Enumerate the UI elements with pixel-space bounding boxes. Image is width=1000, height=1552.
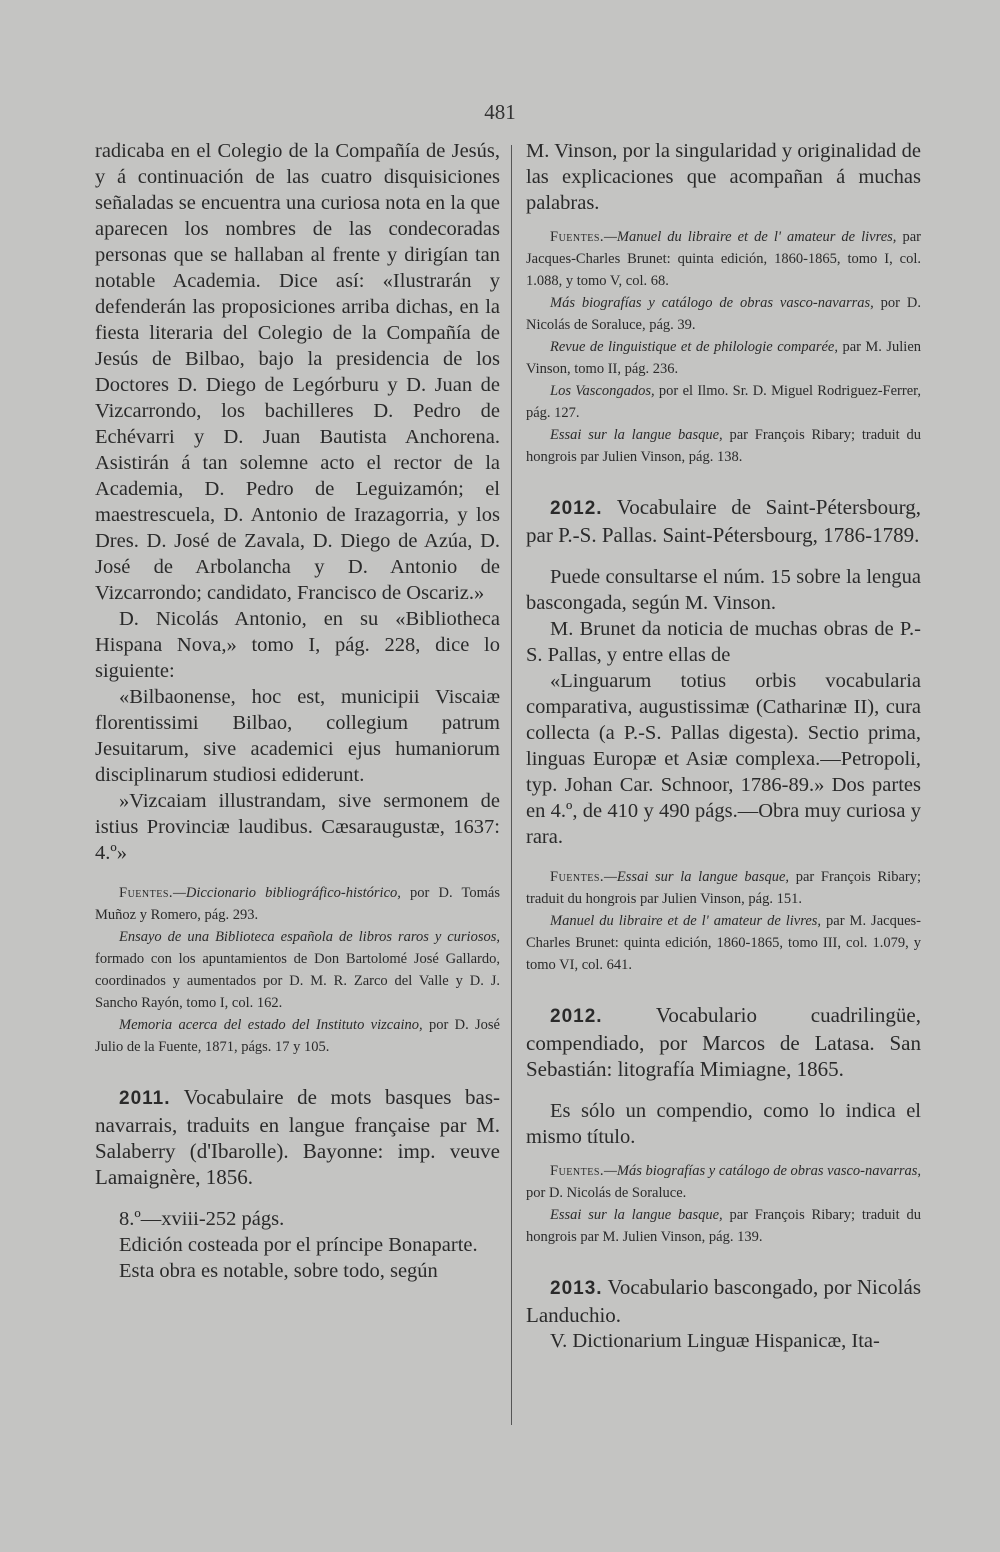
right-paragraph-4: «Linguarum totius orbis vocabularia comparativa, augustissimæ (Catharinæ II), cura collecta (a P.-S. Pallas digesta). Sectio prima, linguas Europæ et Asiæ complexa.—Petropoli, typ. Johan Car. Schnoor, 1786-89.» Dos partes en 4.º, de 410 y 490 págs.—Obra muy curiosa y rara.: [526, 670, 921, 848]
right-paragraph-5: Es sólo un compendio, como lo indica el mismo título.: [526, 1100, 921, 1148]
right-column: [526, 138, 921, 1354]
left-paragraph-6: Edición costeada por el príncipe Bonaparte.: [119, 1234, 478, 1256]
source-details: por D. Nicolás de Soraluce.: [526, 1185, 687, 1201]
source-title: Essai sur la langue basque,: [550, 1207, 723, 1223]
right-source-8: [526, 1160, 921, 1204]
right-source-5: [526, 424, 921, 468]
left-paragraph-7: Esta obra es notable, sobre todo, según: [119, 1260, 438, 1282]
source-title: —Essai sur la langue basque,: [604, 869, 790, 885]
source-details: por D. Nicolás de Soraluce, pág. 39.: [526, 295, 921, 333]
column-divider: [511, 145, 512, 1425]
source-details: por el Ilmo. Sr. D. Miguel Rodriguez-Ferrer, pág. 127.: [526, 383, 921, 421]
left-paragraph-1: radicaba en el Colegio de la Compañía de Jesús, y á continuación de las cuatro disquisiciones señaladas se encuentra una curiosa nota en la que aparecen los nombres de las condecoradas personas que se hallaban al frente y dirigían tan notable Academia. Dice así: «Ilustrarán y defenderán las proposiciones arriba dichas, en la fiesta literaria del Colegio de la Compañía de Jesús de Bilbao, bajo la presidencia de los Doctores D. Diego de Legórburu y D. Juan de Vizcarrondo, los bachilleres D. Pedro de Echévarri y D. Juan Bautista Anchorena. Asistirán á tan solemne acto el rector de la Academia, D. Pedro de Leguizamón; el maestrescuela, D. Antonio de Irazagorria, y los Dres. D. José de Zavala, D. Diego de Azúa, D. José de Arbolancha y D. Antonio de Vizcarrondo; candidato, Francisco de Oscariz.»: [95, 140, 500, 604]
source-title: Revue de linguistique et de philologie comparée,: [550, 339, 838, 355]
source-details: par M. Julien Vinson, tomo II, pág. 236.: [526, 339, 922, 377]
source-title: Memoria acerca del estado del Instituto vizcaino,: [119, 1017, 423, 1033]
right-paragraph-2: Puede consultarse el núm. 15 sobre la lengua bascongada, según M. Vinson.: [526, 566, 921, 614]
source-title: Ensayo de una Biblioteca española de libros raros y curiosos,: [119, 929, 500, 945]
source-details: par M. Jacques-Charles Brunet: quinta edición, 1860-1865, tomo III, col. 1.079, y tomo VI, col. 641.: [526, 913, 921, 973]
right-source-3: [526, 336, 921, 380]
source-title: —Diccionario bibliográfico-histórico,: [173, 885, 401, 901]
entry-title: Vocabulario bascongado, por Nicolás Landuchio.: [526, 1275, 921, 1327]
source-details: par François Ribary; traduit du hongrois par Julien Vinson, pág. 138.: [526, 427, 922, 465]
left-paragraph-3: «Bilbaonense, hoc est, municipii Viscaiæ florentissimi Bilbao, collegium patrum Jesuitarum, sive academici ejus humaniorum disciplinarum studiosi ediderunt.: [95, 686, 500, 786]
entry-number: 2013.: [550, 1278, 603, 1299]
source-title: Manuel du libraire et de l' amateur de livres,: [550, 913, 822, 929]
left-column: [95, 138, 500, 1284]
source-details: por D. José Julio de la Fuente, 1871, págs. 17 y 105.: [95, 1017, 500, 1055]
source-details: par François Ribary; traduit du hongrois par M. Julien Vinson, pág. 139.: [526, 1207, 922, 1245]
right-source-7: [526, 910, 921, 976]
entry-number: 2012.: [550, 1006, 603, 1027]
entry-2013-heading: [526, 1274, 921, 1328]
source-details: por D. Tomás Muñoz y Romero, pág. 293.: [95, 885, 500, 923]
source-title: Essai sur la langue basque,: [550, 427, 723, 443]
right-paragraph-6: V. Dictionarium Linguæ Hispanicæ, Ita-: [550, 1330, 880, 1352]
source-details: par Jacques-Charles Brunet: quinta edición, 1860-1865, tomo I, col. 1.088, y tomo V, col. 68.: [526, 229, 921, 289]
entry-number: 2011.: [119, 1088, 171, 1109]
page-number: 481: [484, 100, 516, 124]
entry-number: 2012.: [550, 498, 603, 519]
entry-2011-heading: [95, 1084, 500, 1190]
source-details: par François Ribary; traduit du hongrois par Julien Vinson, pág. 151.: [526, 869, 921, 907]
right-source-1: [526, 226, 921, 292]
source-title: —Más biografías y catálogo de obras vasco-navarras,: [604, 1163, 921, 1179]
source-title: Más biografías y catálogo de obras vasco-navarras,: [550, 295, 874, 311]
left-source-1: [95, 882, 500, 926]
source-details: formado con los apuntamientos de Don Bartolomé José Gallardo, coordinados y aumentados por D. M. R. Zarco del Valle y D. J. Sancho Rayón, tomo I, col. 162.: [95, 951, 500, 1011]
right-source-6: [526, 866, 921, 910]
entry-title: Vocabulario cuadrilingüe, compendiado, por Marcos de Latasa. San Sebastián: litografía Mimiagne, 1865.: [526, 1003, 921, 1081]
entry-2012-latasa-heading: [526, 1002, 921, 1082]
sources-label: Fuentes.: [550, 869, 605, 885]
right-source-2: [526, 292, 921, 336]
left-paragraph-4: »Vizcaiam illustrandam, sive sermonem de istius Provinciæ laudibus. Cæsaraugustæ, 1637: 4.º»: [95, 790, 500, 864]
entry-title: Vocabulaire de Saint-Pétersbourg, par P.-S. Pallas. Saint-Pétersbourg, 1786-1789.: [526, 495, 921, 547]
left-paragraph-2: D. Nicolás Antonio, en su «Bibliotheca Hispana Nova,» tomo I, pág. 228, dice lo siguiente:: [95, 608, 500, 682]
right-paragraph-3: M. Brunet da noticia de muchas obras de P.-S. Pallas, y entre ellas de: [526, 618, 921, 666]
entry-2012-saint-petersbourg-heading: [526, 494, 921, 548]
source-title: —Manuel du libraire et de l' amateur de livres,: [604, 229, 897, 245]
sources-label: Fuentes.: [550, 1163, 605, 1179]
left-paragraph-5: 8.º—xviii-252 págs.: [119, 1208, 285, 1230]
left-source-2: [95, 926, 500, 1014]
right-paragraph-1: M. Vinson, por la singularidad y originalidad de las explicaciones que acompañan á muchas palabras.: [526, 140, 921, 214]
entry-title: Vocabulaire de mots basques bas-navarrais, traduits en langue française par M. Salaberry (d'Ibarolle). Bayonne: imp. veuve Lamaignère, 1856.: [95, 1085, 500, 1189]
sources-label: Fuentes.: [550, 229, 605, 245]
left-source-3: [95, 1014, 500, 1058]
sources-label: Fuentes.: [119, 885, 174, 901]
source-title: Los Vascongados,: [550, 383, 655, 399]
right-source-9: [526, 1204, 921, 1248]
right-source-4: [526, 380, 921, 424]
